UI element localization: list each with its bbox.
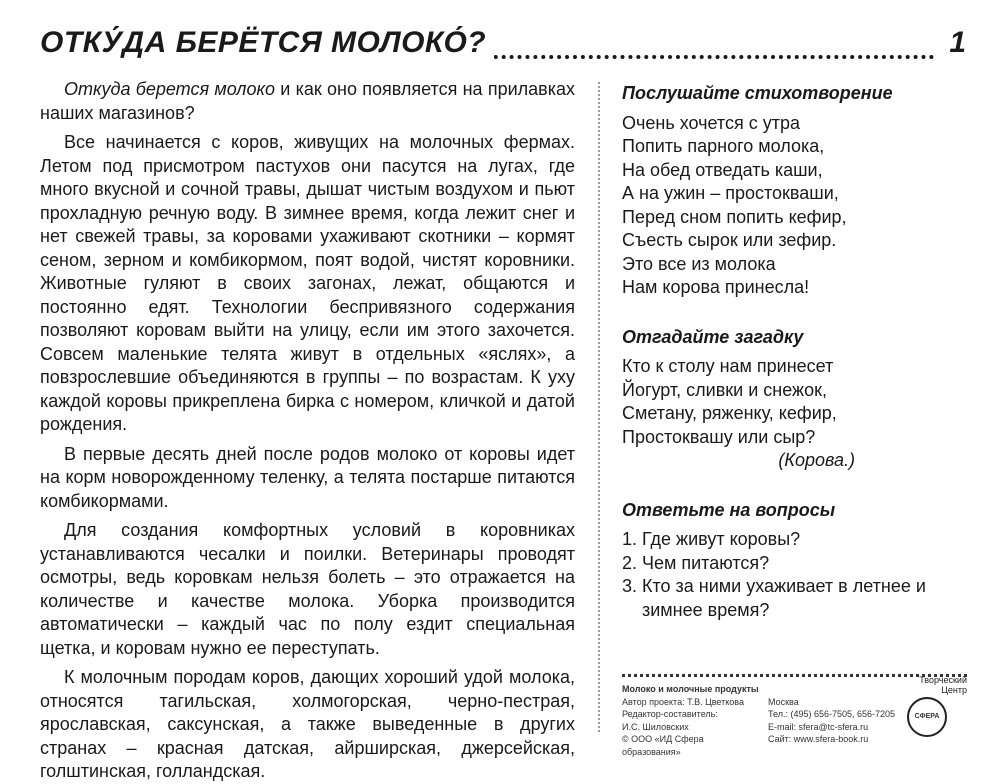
page-header bbox=[40, 26, 966, 70]
logo-line2: Центр bbox=[941, 685, 967, 695]
article-paragraph: К молочным породам коров, дающих хороший удой молока, относятся тагильская, холмогорская, черно-пестрая, ярославская, саксунская, а также выведенные в других странах – красная датская, айрширская, джерсейская, голштинская, голландская. bbox=[40, 667, 575, 781]
poem-text bbox=[622, 112, 967, 300]
logo-line1: Творческий bbox=[919, 675, 967, 685]
questions-title: Ответьте на вопросы bbox=[622, 499, 836, 520]
poem-title: Послушайте стихотворение bbox=[622, 83, 893, 103]
poem-line: Очень хочется с утра bbox=[622, 112, 800, 133]
article-column bbox=[40, 78, 575, 784]
question-item bbox=[622, 552, 967, 576]
article-paragraph bbox=[40, 78, 575, 125]
sfera-logo-icon: СФЕРА bbox=[907, 697, 947, 737]
article-paragraph: В первые десять дней после родов молоко от коровы идет на корм новорожденному теленку, а телята постарше питаются комбикормами. bbox=[40, 443, 575, 511]
riddle-line: Простоквашу или сыр? bbox=[622, 426, 816, 447]
footer-editor-label: Редактор-составитель: bbox=[622, 709, 718, 719]
footer-email: E-mail: sfera@tc-sfera.ru bbox=[768, 721, 869, 732]
article-paragraph: Для создания комфортных условий в коровниках устанавливаются чесалки и поилки. Ветеринары проводят осмотры, ведь коровкам нельзя болеть – это отражается на количестве и качестве молока. Уборка производится автоматически – каждый час по полу ездит специальная щетка, и коровам нужно ее переступать. bbox=[40, 520, 575, 658]
question-number: 2. bbox=[622, 552, 638, 573]
column-divider bbox=[598, 82, 600, 732]
question-item bbox=[622, 575, 967, 622]
footer-phone: Тел.: (495) 656-7505, 656-7205 bbox=[768, 709, 896, 719]
poem-line: Нам корова принесла! bbox=[622, 277, 810, 297]
question-number: 1. bbox=[622, 529, 638, 549]
question-text: Чем питаются? bbox=[642, 552, 770, 573]
footer-credits bbox=[622, 683, 762, 758]
question-text: Где живут коровы? bbox=[642, 529, 801, 549]
riddle-line: Кто к столу нам принесет bbox=[622, 356, 834, 376]
footer-city: Москва bbox=[768, 696, 799, 707]
sidebar-column bbox=[622, 82, 967, 622]
page-number: 1 bbox=[949, 26, 966, 59]
title-dot-leader bbox=[470, 55, 934, 59]
footer-site: Сайт: www.sfera-book.ru bbox=[768, 734, 869, 744]
lead-text: и как оно появляется на прилавках наших магазинов? bbox=[40, 79, 575, 123]
poem-line: Это все из молока bbox=[622, 253, 776, 274]
questions-list bbox=[622, 528, 967, 622]
poem-line: На обед отведать каши, bbox=[622, 159, 823, 180]
poem-line: Съесть сырок или зефир. bbox=[622, 230, 837, 250]
question-text: Кто за ними ухаживает в летнее и зимнее время? bbox=[642, 576, 926, 620]
questions-section bbox=[622, 499, 967, 623]
page-title: ОТКУ́ДА БЕРЁТСЯ МОЛОКО́? bbox=[40, 26, 494, 60]
lead-italic: Откуда берется молоко bbox=[64, 79, 275, 99]
riddle-title: Отгадайте загадку bbox=[622, 326, 804, 347]
publisher-logo bbox=[897, 675, 967, 737]
riddle-line: Сметану, ряженку, кефир, bbox=[622, 403, 837, 423]
riddle-section bbox=[622, 326, 967, 473]
footer-author: Автор проекта: Т.В. Цветкова bbox=[622, 696, 744, 707]
poem-section bbox=[622, 82, 967, 300]
poem-line: Перед сном попить кефир, bbox=[622, 206, 847, 227]
riddle-line: Йогурт, сливки и снежок, bbox=[622, 379, 827, 400]
riddle-text bbox=[622, 355, 967, 473]
footer-contacts bbox=[768, 683, 898, 746]
footer-editor: И.С. Шиловских bbox=[622, 721, 689, 732]
poem-line: Попить парного молока, bbox=[622, 136, 825, 156]
riddle-answer: (Корова.) bbox=[778, 450, 855, 470]
footer-copyright: © ООО «ИД Сфера образования» bbox=[622, 734, 704, 757]
publisher-footer bbox=[622, 674, 967, 757]
question-number: 3. bbox=[622, 576, 638, 596]
question-item bbox=[622, 528, 967, 552]
poem-line: А на ужин – простокваши, bbox=[622, 183, 839, 203]
article-paragraph: Все начинается с коров, живущих на молочных фермах. Летом под присмотром пастухов они пасутся на лугах, где много вкусной и сочной травы, дышат чистым воздухом и пьют прохладную речную воду. В зимнее время, когда лежит снег и нет свежей травы, за коровами ухаживают скотники – кормят сеном, зерном и комбикормом, поят водой, чистят коровники. Животные гуляют в своих загонах, лежат, общаются и постоянно едят. Технологии беспривязного содержания позволяют коровам выйти на улицу, если им этого захочется. Совсем маленькие телята живут в отдельных «яслях», а повзрослевшие объединяются в группы – по возрастам. К уху каждой коровы прикреплена бирка с номером, кличкой и датой рождения. bbox=[40, 132, 575, 434]
footer-series: Молоко и молочные продукты bbox=[622, 684, 759, 694]
